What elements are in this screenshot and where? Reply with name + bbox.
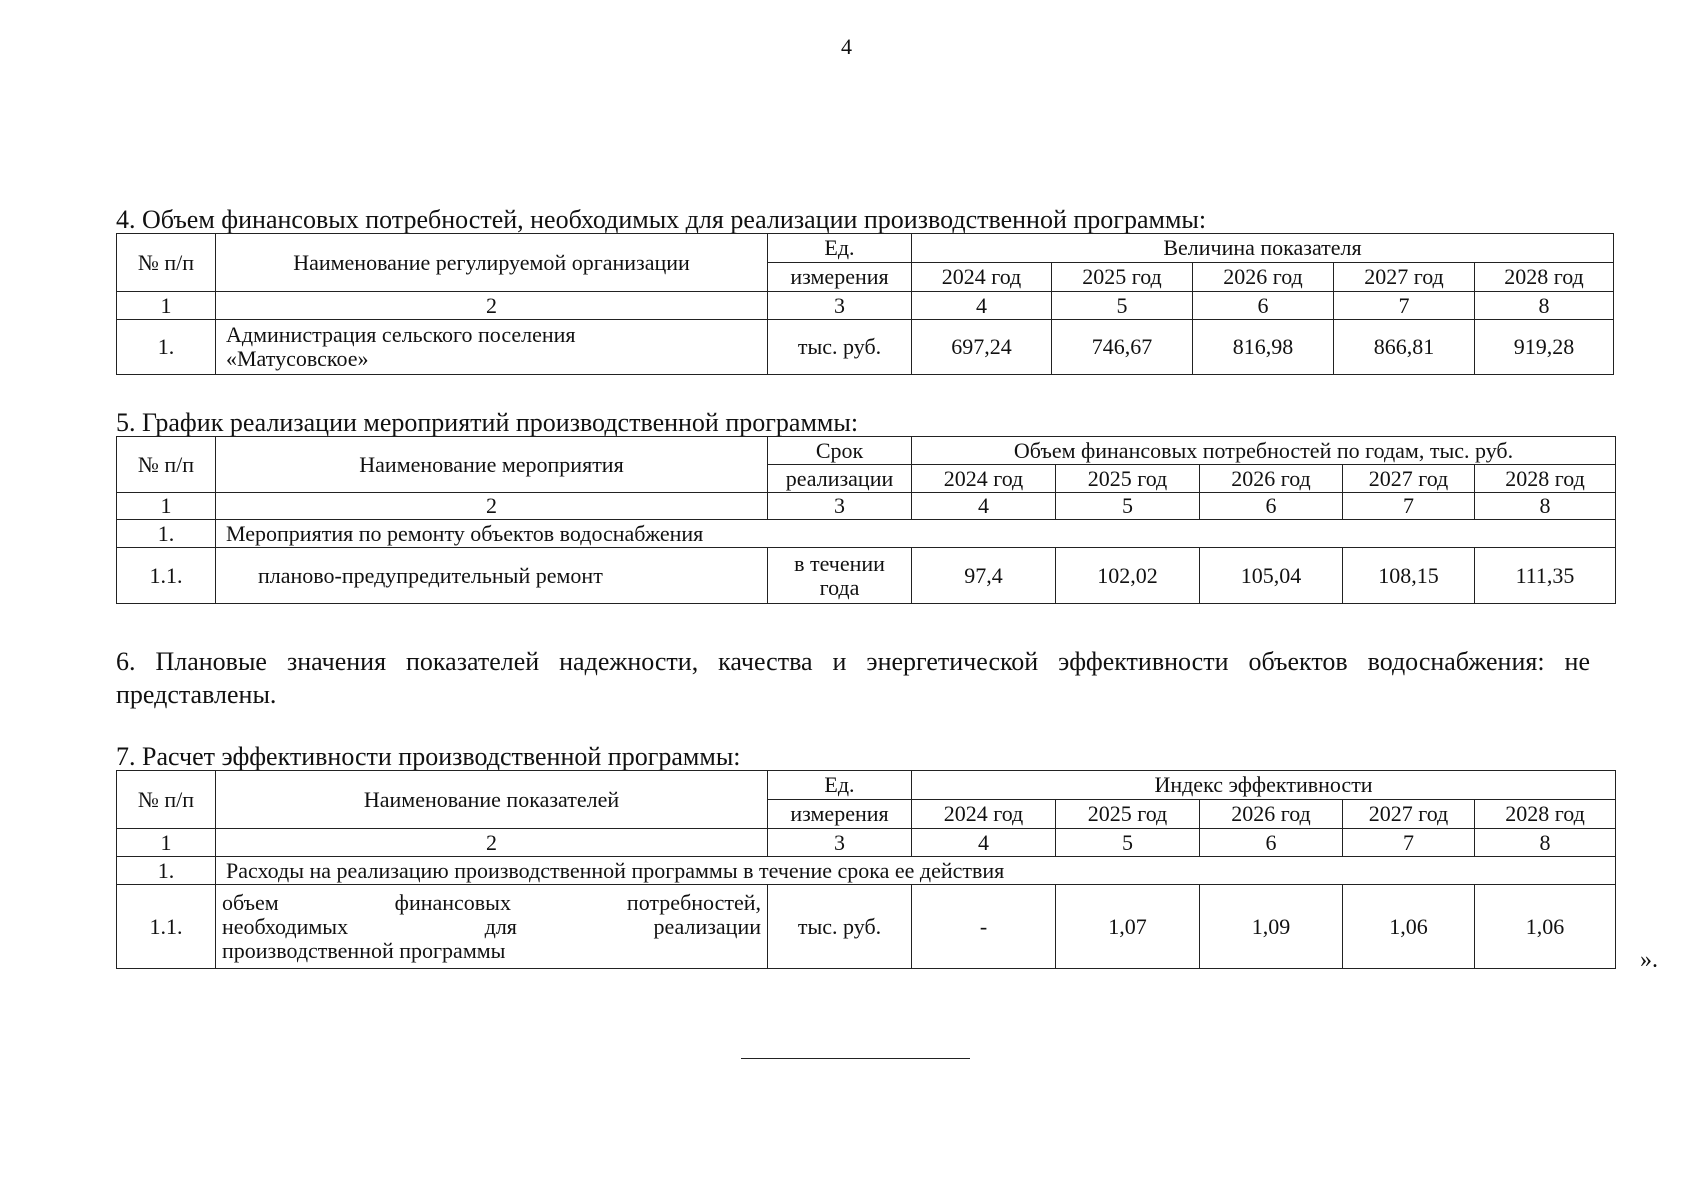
column-number: 3 bbox=[768, 493, 912, 520]
table-header-row bbox=[117, 437, 1616, 465]
header-unit-line2: измерения bbox=[768, 263, 912, 292]
header-year: 2026 год bbox=[1193, 263, 1334, 292]
column-number: 5 bbox=[1056, 829, 1200, 857]
header-num: № п/п bbox=[117, 771, 216, 829]
value-cell: 746,67 bbox=[1052, 320, 1193, 375]
indicator-name-line3: производственной программы bbox=[222, 937, 506, 963]
value-cell: 111,35 bbox=[1475, 548, 1616, 604]
section-5-heading: 5. График реализации мероприятий производственной программы: bbox=[116, 408, 859, 437]
row-num: 1.1. bbox=[117, 548, 216, 604]
header-indicator-name: Наименование показателей bbox=[216, 771, 768, 829]
value-cell: 919,28 bbox=[1475, 320, 1614, 375]
value-cell: 1,06 bbox=[1343, 885, 1475, 969]
value-cell: 866,81 bbox=[1334, 320, 1475, 375]
header-year: 2026 год bbox=[1200, 465, 1343, 493]
header-year: 2024 год bbox=[912, 800, 1056, 829]
header-term-line1: Срок bbox=[768, 437, 912, 465]
indicator-name bbox=[216, 885, 768, 969]
column-number: 3 bbox=[768, 292, 912, 320]
indicator-name-line1: объем финансовых потребностей, bbox=[222, 889, 761, 915]
row-num: 1. bbox=[117, 320, 216, 375]
activity-name: планово-предупредительный ремонт bbox=[216, 548, 768, 604]
column-number: 7 bbox=[1343, 493, 1475, 520]
column-number: 7 bbox=[1334, 292, 1475, 320]
value-cell: 1,07 bbox=[1056, 885, 1200, 969]
table-row bbox=[117, 885, 1616, 969]
efficiency-table bbox=[116, 770, 1616, 969]
header-year: 2026 год bbox=[1200, 800, 1343, 829]
header-year: 2028 год bbox=[1475, 263, 1614, 292]
table-row bbox=[117, 548, 1616, 604]
value-cell: - bbox=[912, 885, 1056, 969]
row-num: 1.1. bbox=[117, 885, 216, 969]
column-number: 1 bbox=[117, 829, 216, 857]
column-number: 2 bbox=[216, 292, 768, 320]
end-divider bbox=[741, 1058, 970, 1059]
section-4-heading: 4. Объем финансовых потребностей, необходимых для реализации производственной программы: bbox=[116, 205, 1207, 234]
header-year: 2028 год bbox=[1475, 465, 1616, 493]
value-cell: 697,24 bbox=[912, 320, 1052, 375]
header-activity-name: Наименование мероприятия bbox=[216, 437, 768, 493]
indicator-name-line2: необходимых для реализации bbox=[222, 913, 761, 939]
column-number: 2 bbox=[216, 493, 768, 520]
section-row bbox=[117, 857, 1616, 885]
column-number: 1 bbox=[117, 292, 216, 320]
financial-needs-table bbox=[116, 233, 1614, 375]
organization-name-line2: «Матусовское» bbox=[226, 346, 369, 371]
header-year: 2025 год bbox=[1056, 465, 1200, 493]
header-financial-volume: Объем финансовых потребностей по годам, тыс. руб. bbox=[912, 437, 1616, 465]
column-number: 8 bbox=[1475, 292, 1614, 320]
column-numbers-row bbox=[117, 493, 1616, 520]
table-header-row bbox=[117, 234, 1614, 263]
header-year: 2025 год bbox=[1052, 263, 1193, 292]
column-number: 5 bbox=[1052, 292, 1193, 320]
value-cell: 816,98 bbox=[1193, 320, 1334, 375]
term-line2: года bbox=[819, 574, 860, 600]
section-num: 1. bbox=[117, 520, 216, 548]
header-year: 2024 год bbox=[912, 263, 1052, 292]
column-number: 8 bbox=[1475, 493, 1616, 520]
unit: тыс. руб. bbox=[768, 320, 912, 375]
value-cell: 1,09 bbox=[1200, 885, 1343, 969]
term-line1: в течении bbox=[794, 550, 885, 576]
term bbox=[768, 548, 912, 604]
column-number: 8 bbox=[1475, 829, 1616, 857]
header-num: № п/п bbox=[117, 234, 216, 292]
column-number: 4 bbox=[912, 493, 1056, 520]
value-cell: 97,4 bbox=[912, 548, 1056, 604]
column-number: 4 bbox=[912, 829, 1056, 857]
column-number: 1 bbox=[117, 493, 216, 520]
section-title: Мероприятия по ремонту объектов водоснабжения bbox=[216, 520, 1616, 548]
closing-quote-mark: ». bbox=[1640, 947, 1658, 973]
header-year: 2025 год bbox=[1056, 800, 1200, 829]
header-year: 2027 год bbox=[1343, 465, 1475, 493]
section-num: 1. bbox=[117, 857, 216, 885]
header-organization-name: Наименование регулируемой организации bbox=[216, 234, 768, 292]
organization-name bbox=[216, 320, 768, 375]
page-number: 4 bbox=[841, 34, 852, 59]
organization-name-line1: Администрация сельского поселения bbox=[226, 322, 576, 347]
column-number: 6 bbox=[1200, 493, 1343, 520]
column-number: 6 bbox=[1193, 292, 1334, 320]
header-unit-line1: Ед. bbox=[768, 771, 912, 800]
value-cell: 102,02 bbox=[1056, 548, 1200, 604]
schedule-table bbox=[116, 436, 1616, 604]
header-year: 2027 год bbox=[1343, 800, 1475, 829]
header-unit-line1: Ед. bbox=[768, 234, 912, 263]
value-cell: 1,06 bbox=[1475, 885, 1616, 969]
header-efficiency-index: Индекс эффективности bbox=[912, 771, 1616, 800]
column-number: 5 bbox=[1056, 493, 1200, 520]
header-num: № п/п bbox=[117, 437, 216, 493]
column-numbers-row bbox=[117, 292, 1614, 320]
column-number: 6 bbox=[1200, 829, 1343, 857]
section-title: Расходы на реализацию производственной программы в течение срока ее действия bbox=[216, 857, 1616, 885]
unit: тыс. руб. bbox=[768, 885, 912, 969]
header-indicator-value: Величина показателя bbox=[912, 234, 1614, 263]
column-number: 2 bbox=[216, 829, 768, 857]
header-term-line2: реализации bbox=[768, 465, 912, 493]
column-number: 7 bbox=[1343, 829, 1475, 857]
column-numbers-row bbox=[117, 829, 1616, 857]
header-year: 2024 год bbox=[912, 465, 1056, 493]
section-6-text: 6. Плановые значения показателей надежности, качества и энергетической эффективности объектов водоснабжения: не представлены. bbox=[116, 647, 1590, 709]
header-year: 2027 год bbox=[1334, 263, 1475, 292]
section-row bbox=[117, 520, 1616, 548]
header-unit-line2: измерения bbox=[768, 800, 912, 829]
column-number: 3 bbox=[768, 829, 912, 857]
table-row bbox=[117, 320, 1614, 375]
value-cell: 108,15 bbox=[1343, 548, 1475, 604]
column-number: 4 bbox=[912, 292, 1052, 320]
section-7-heading: 7. Расчет эффективности производственной программы: bbox=[116, 742, 741, 771]
table-header-row bbox=[117, 771, 1616, 800]
header-year: 2028 год bbox=[1475, 800, 1616, 829]
value-cell: 105,04 bbox=[1200, 548, 1343, 604]
